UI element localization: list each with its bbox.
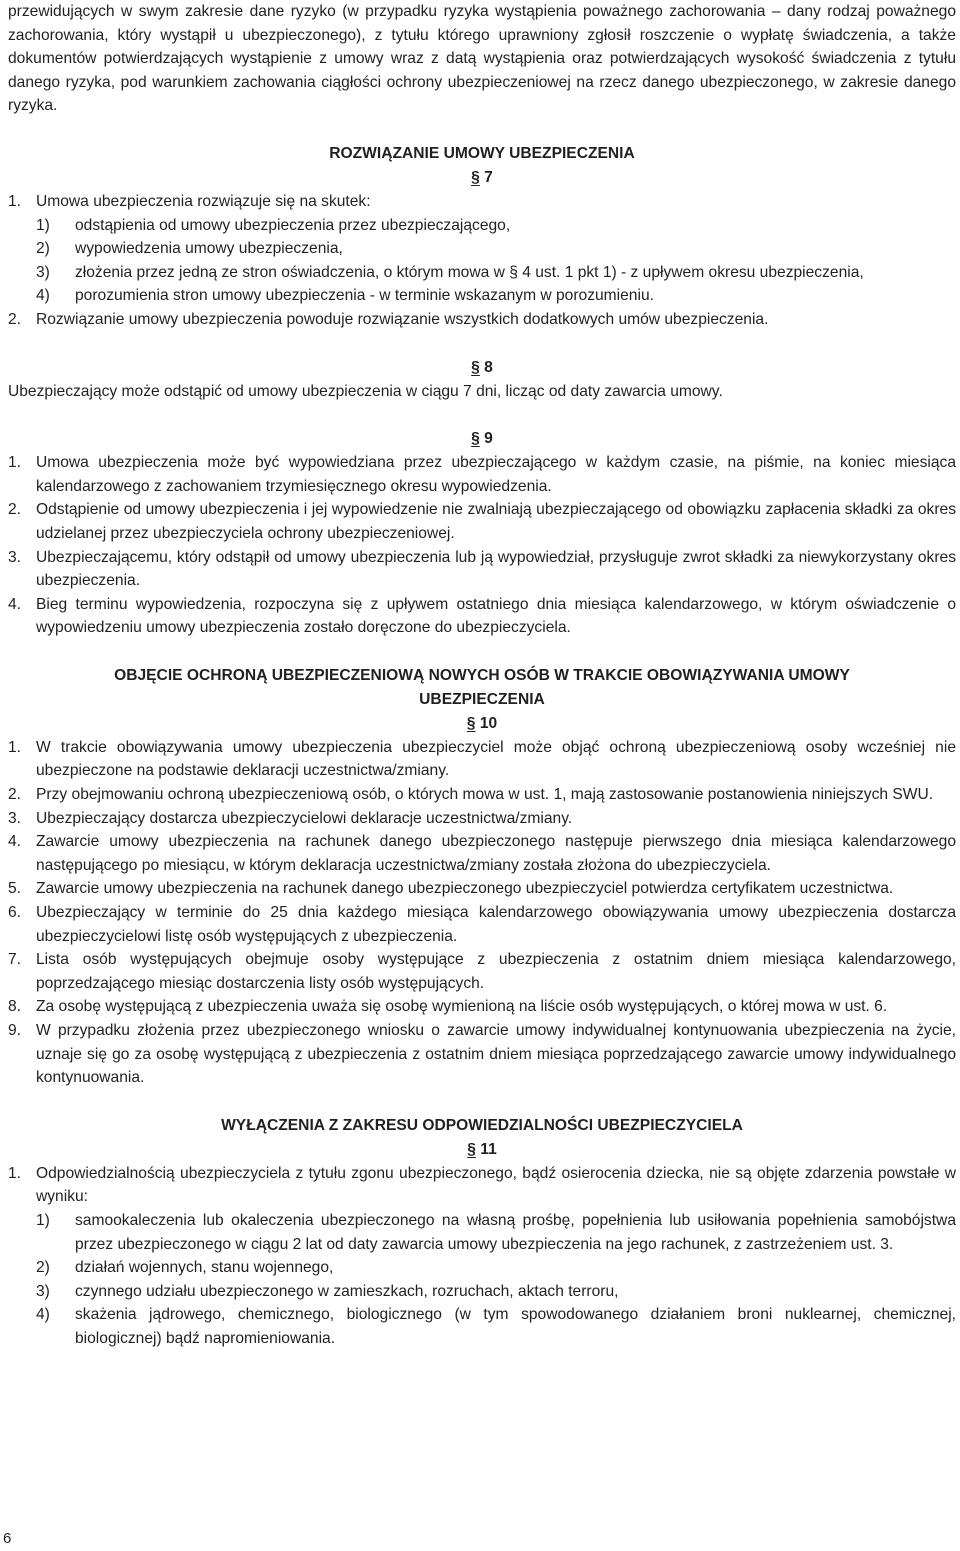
item-text: W trakcie obowiązywania umowy ubezpieczenia ubezpieczyciel może objąć ochroną ubezpieczeniową osoby wcześniej nie ubezpieczone na podstawie deklaracji uczestnictwa/zmiany. — [36, 738, 956, 780]
list-item — [8, 546, 956, 593]
section-7 — [8, 142, 956, 332]
item-text: Lista osób występujących obejmuje osoby występujące z ubezpieczenia z ostatnim dniem miesiąca kalendarzowego, poprzedzającego miesiąc dostarczenia listy osób występujących. — [36, 951, 956, 992]
section-number: 9 — [484, 430, 493, 448]
item-number: 2) — [36, 1259, 50, 1277]
section-number: 11 — [480, 1140, 497, 1158]
item-number: 1. — [8, 1164, 22, 1182]
section-11 — [8, 1114, 956, 1351]
section-number: 10 — [479, 714, 498, 732]
sub-list-item — [8, 1303, 956, 1350]
item-number: 9. — [8, 1022, 22, 1039]
intro-paragraph: przewidujących w swym zakresie dane ryzyko (w przypadku ryzyka wystąpienia poważnego zachorowania – dany rodzaj poważnego zachorowania, który wystąpił u ubezpieczonego), z tytułu którego uprawniony zgłosił roszczenie o wypłatę świadczenia, a także dokumentów potwierdzających wystąpienie z umowy wraz z datą wystąpienia oraz potwierdzających wysokość świadczenia z tytułu danego ryzyka, pod warunkiem zachowania ciągłości ochrony ubezpieczeniowej na rzecz danego ubezpieczonego, w zakresie danego ryzyka. — [8, 3, 956, 115]
item-number: 4. — [8, 595, 22, 613]
item-text: W przypadku złożenia przez ubezpieczonego wniosku o zawarcie umowy indywidualnej kontynuowania ubezpieczenia na życie, uznaje się go za osobę występującą z ubezpieczenia z ostatnim dniem miesiąca poprzedzającego zawarcie umowy indywidualnego kontynuowania. — [36, 1022, 956, 1087]
sub-list-item — [8, 214, 956, 238]
section-7-title: ROZWIĄZANIE UMOWY UBEZPIECZENIA — [329, 144, 635, 162]
list-item — [8, 498, 956, 545]
list-item — [8, 308, 956, 332]
section-10-title-line: OBJĘCIE OCHRONĄ UBEZPIECZENIOWĄ NOWYCH OSÓB W TRAKCIE OBOWIĄZYWANIA UMOWY — [114, 666, 850, 684]
item-text: samookaleczenia lub okaleczenia ubezpieczonego na własną prośbę, popełnienia lub usiłowania popełnienia samobójstwa przez ubezpieczonego w ciągu 2 lat od daty zawarcia umowy ubezpieczenia na jego rachunek, z zastrzeżeniem ust. 3. — [75, 1211, 956, 1253]
item-number: 4) — [36, 1306, 50, 1324]
section-symbol: § — [471, 358, 480, 376]
item-number: 3) — [36, 263, 50, 281]
item-text: działań wojennych, stanu wojennego, — [75, 1259, 334, 1277]
section-11-heading — [8, 1138, 956, 1162]
section-8-text: Ubezpieczający może odstąpić od umowy ubezpieczenia w ciągu 7 dni, licząc od daty zawarcia umowy. — [8, 382, 723, 400]
item-text: Odpowiedzialnością ubezpieczyciela z tytułu zgonu ubezpieczonego, bądź osierocenia dziecka, nie są objęte zdarzenia powstałe w wyniku: — [36, 1164, 956, 1206]
sub-list-item — [8, 261, 956, 285]
sub-list-item — [8, 1280, 956, 1304]
item-text: Ubezpieczającemu, który odstąpił od umowy ubezpieczenia lub ją wypowiedział, przysługuje zwrot składki za niewykorzystany okres ubezpieczenia. — [36, 548, 956, 590]
item-text: złożenia przez jedną ze stron oświadczenia, o którym mowa w § 4 ust. 1 pkt 1) - z upływem okresu ubezpieczenia, — [75, 263, 864, 281]
item-number: 4) — [36, 287, 50, 305]
item-number: 2. — [8, 310, 22, 328]
item-number: 7. — [8, 951, 22, 969]
item-text: Umowa ubezpieczenia może być wypowiedziana przez ubezpieczającego w każdym czasie, na piśmie, na koniec miesiąca kalendarzowego z zachowaniem trzymiesięcznego okresu wypowiedzenia. — [36, 454, 956, 495]
item-text: Odstąpienie od umowy ubezpieczenia i jej wypowiedzenie nie zwalniają ubezpieczającego od obowiązku zapłacenia składki za okres udzielanej przez ubezpieczyciela ochrony ubezpieczeniowej. — [36, 501, 956, 542]
list-item — [8, 877, 956, 901]
item-number: 3. — [8, 809, 22, 827]
item-text: Przy obejmowaniu ochroną ubezpieczeniową osób, o których mowa w ust. 1, mają zastosowanie postanowienia niniejszych SWU. — [36, 786, 934, 804]
item-text: porozumienia stron umowy ubezpieczenia - w terminie wskazanym w porozumieniu. — [75, 287, 654, 305]
section-9 — [8, 427, 956, 640]
section-9-heading — [8, 427, 956, 451]
section-symbol: § — [471, 168, 480, 186]
section-11-title: WYŁĄCZENIA Z ZAKRESU ODPOWIEDZIALNOŚCI UBEZPIECZYCIELA — [221, 1116, 743, 1134]
list-item — [8, 1162, 956, 1209]
item-number: 3. — [8, 548, 22, 566]
sub-list-item — [8, 1209, 956, 1256]
list-item — [8, 783, 956, 807]
item-number: 1) — [36, 1211, 50, 1229]
document-page — [8, 0, 956, 1351]
item-number: 6. — [8, 904, 22, 922]
item-text: Ubezpieczający w terminie do 25 dnia każdego miesiąca kalendarzowego obowiązywania umowy ubezpieczenia dostarcza ubezpieczycielowi listę osób występujących z ubezpieczenia. — [36, 904, 956, 945]
list-item — [8, 1019, 956, 1090]
list-item — [8, 190, 956, 214]
section-symbol: § — [471, 430, 480, 448]
list-item — [8, 995, 956, 1019]
list-item — [8, 451, 956, 498]
section-10-title — [8, 664, 956, 712]
item-text: odstąpienia od umowy ubezpieczenia przez ubezpieczającego, — [75, 216, 511, 234]
item-number: 2. — [8, 501, 22, 519]
section-10 — [8, 664, 956, 1090]
page-number: 6 — [3, 1530, 12, 1547]
list-item — [8, 901, 956, 948]
section-10-title-line: UBEZPIECZENIA — [419, 690, 545, 708]
item-number: 1) — [36, 216, 50, 234]
section-number: 8 — [484, 358, 493, 376]
list-item — [8, 736, 956, 783]
item-number: 1. — [8, 454, 22, 472]
item-number: 1. — [8, 738, 22, 756]
sub-list-item — [8, 284, 956, 308]
item-text: Zawarcie umowy ubezpieczenia na rachunek danego ubezpieczonego następuje pierwszego dnia miesiąca kalendarzowego następującego po miesiącu, w którym deklaracja uczestnictwa/zmiany została złożona do ubezpieczyciela. — [36, 833, 956, 874]
item-number: 3) — [36, 1282, 50, 1300]
item-text: Zawarcie umowy ubezpieczenia na rachunek danego ubezpieczonego ubezpieczyciel potwierdza certyfikatem uczestnictwa. — [36, 880, 894, 898]
list-item — [8, 593, 956, 640]
section-7-heading — [8, 166, 956, 190]
item-text: Za osobę występującą z ubezpieczenia uważa się osobę wymienioną na liście osób występujących, o której mowa w ust. 6. — [36, 998, 888, 1016]
item-number: 5. — [8, 880, 22, 898]
item-number: 8. — [8, 998, 22, 1016]
section-10-heading — [8, 712, 956, 736]
item-text: czynnego udziału ubezpieczonego w zamieszkach, rozruchach, aktach terroru, — [75, 1282, 619, 1300]
section-symbol: § — [467, 1140, 476, 1158]
item-number: 4. — [8, 833, 22, 851]
list-item — [8, 807, 956, 831]
item-number: 2. — [8, 786, 22, 804]
item-text: Bieg terminu wypowiedzenia, rozpoczyna się z upływem ostatniego dnia miesiąca kalendarzowego, w którym oświadczenie o wypowiedzeniu umowy ubezpieczenia zostało doręczone do ubezpieczyciela. — [36, 595, 956, 637]
item-number: 2) — [36, 240, 50, 258]
section-symbol: § — [466, 714, 476, 732]
section-8-heading — [8, 356, 956, 380]
list-item — [8, 830, 956, 877]
list-item — [8, 948, 956, 995]
item-text: Rozwiązanie umowy ubezpieczenia powoduje rozwiązanie wszystkich dodatkowych umów ubezpieczenia. — [36, 310, 769, 328]
section-8 — [8, 356, 956, 404]
item-text: Ubezpieczający dostarcza ubezpieczycielowi deklaracje uczestnictwa/zmiany. — [36, 809, 573, 827]
item-number: 1. — [8, 192, 22, 210]
item-text: Umowa ubezpieczenia rozwiązuje się na skutek: — [36, 192, 371, 210]
sub-list-item — [8, 237, 956, 261]
sub-list-item — [8, 1256, 956, 1280]
item-text: skażenia jądrowego, chemicznego, biologicznego (w tym spowodowanego działaniem broni nuklearnej, chemicznej, biologicznej) bądź napromieniowania. — [75, 1306, 956, 1347]
item-text: wypowiedzenia umowy ubezpieczenia, — [75, 240, 343, 258]
section-number: 7 — [484, 168, 493, 186]
